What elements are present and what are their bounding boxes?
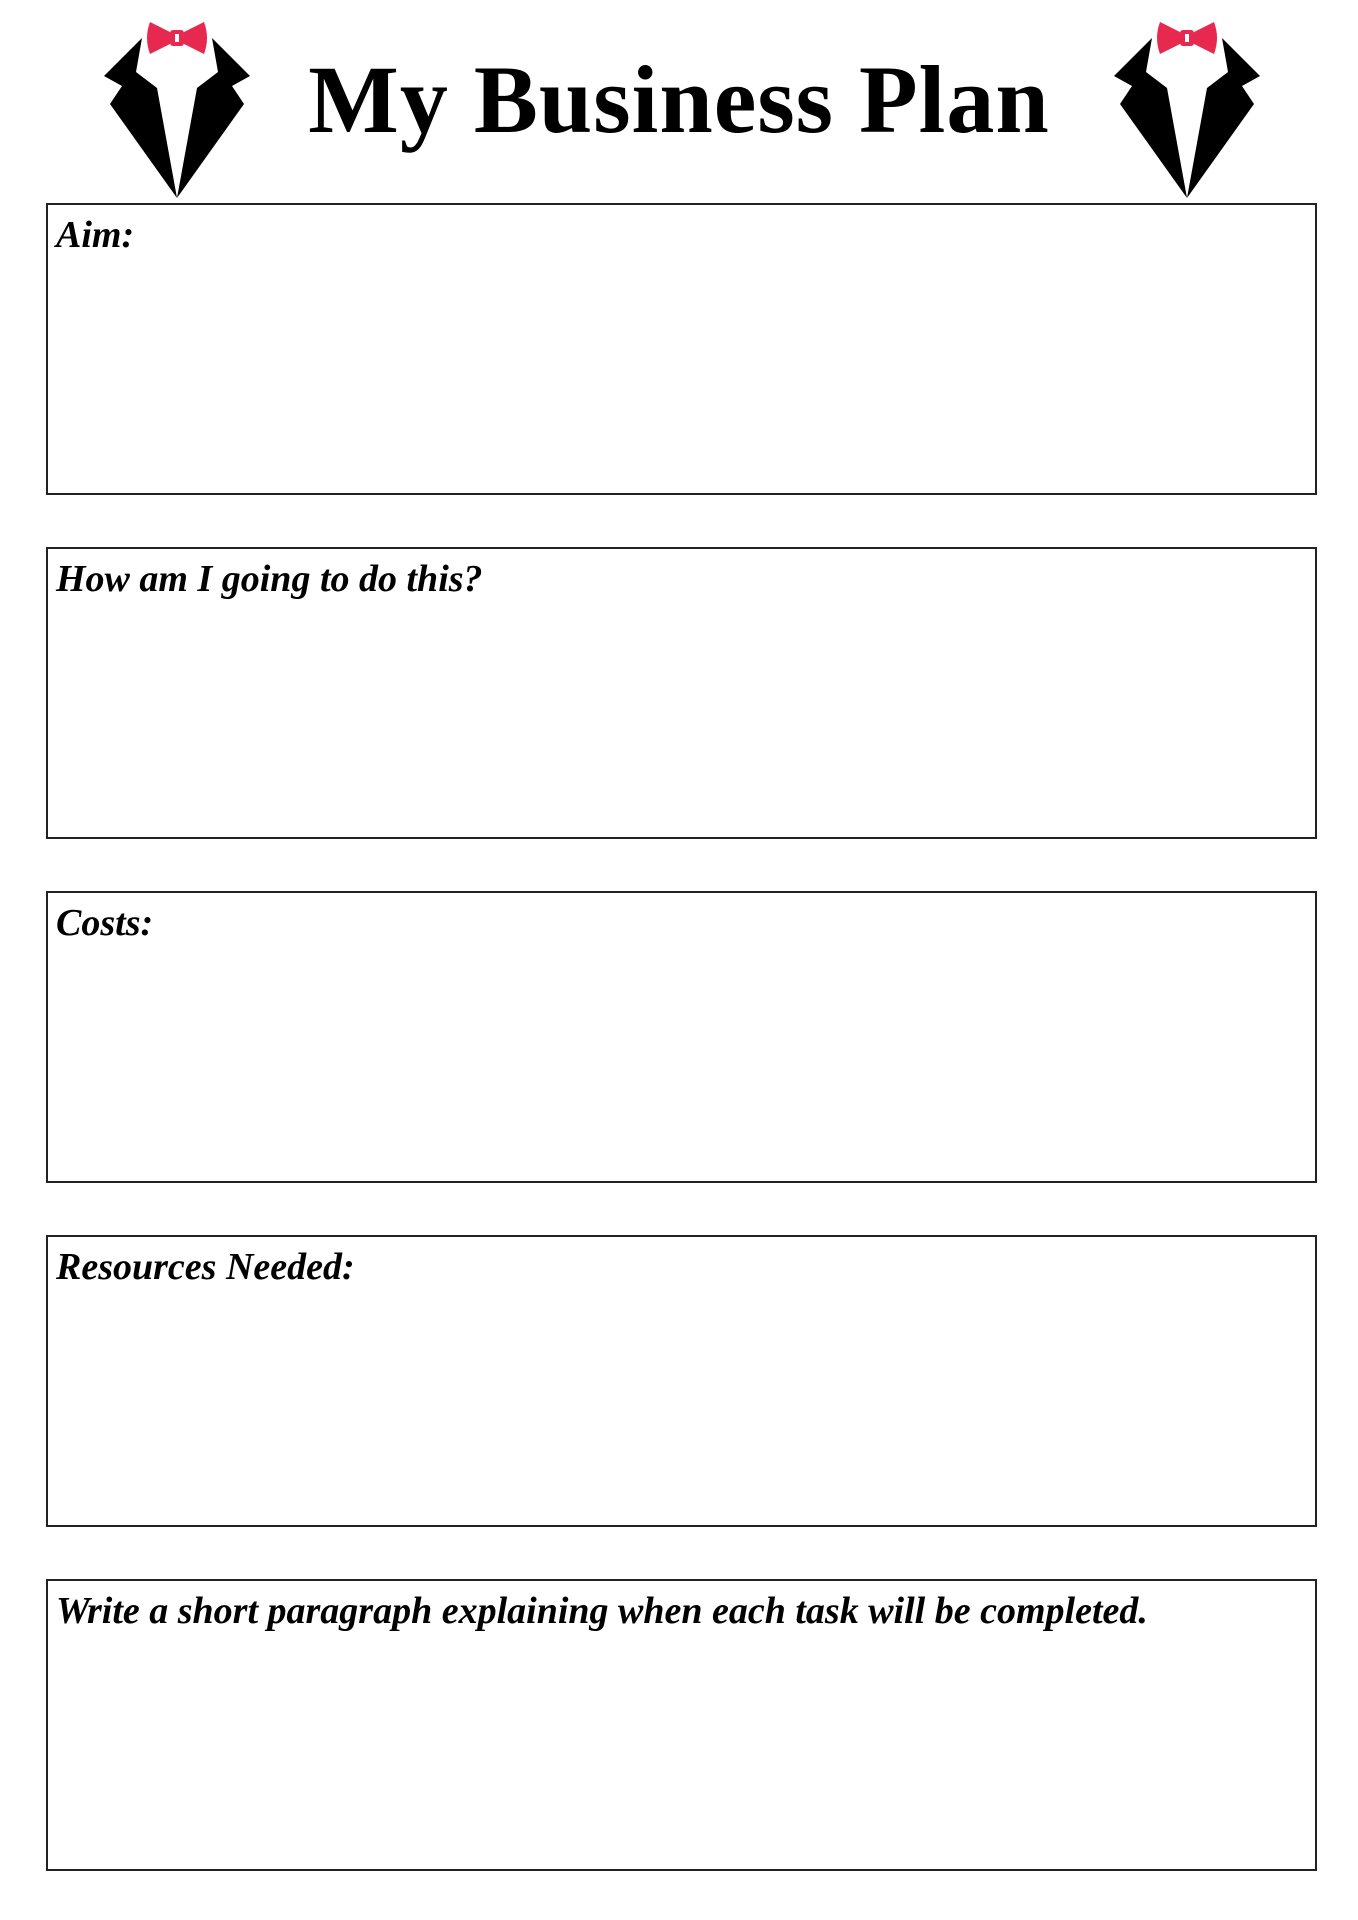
aim-writing-area[interactable] [48,265,1315,493]
page-title: My Business Plan [308,46,1050,153]
bowtie-icon [1157,22,1217,54]
costs-label: Costs: [56,902,154,944]
tuxedo-bowtie-icon [1112,18,1262,198]
method-label: How am I going to do this? [56,558,483,600]
timeline-label: Write a short paragraph explaining when each task will be completed. [56,1590,1148,1632]
resources-section [46,1235,1317,1527]
costs-writing-area[interactable] [48,953,1315,1181]
page-header [0,0,1358,200]
costs-section [46,891,1317,1183]
aim-section [46,203,1317,495]
method-writing-area[interactable] [48,609,1315,837]
method-section [46,547,1317,839]
resources-writing-area[interactable] [48,1297,1315,1525]
timeline-section [46,1579,1317,1871]
timeline-writing-area[interactable] [48,1641,1315,1869]
aim-label: Aim: [56,214,135,256]
resources-label: Resources Needed: [56,1246,355,1288]
